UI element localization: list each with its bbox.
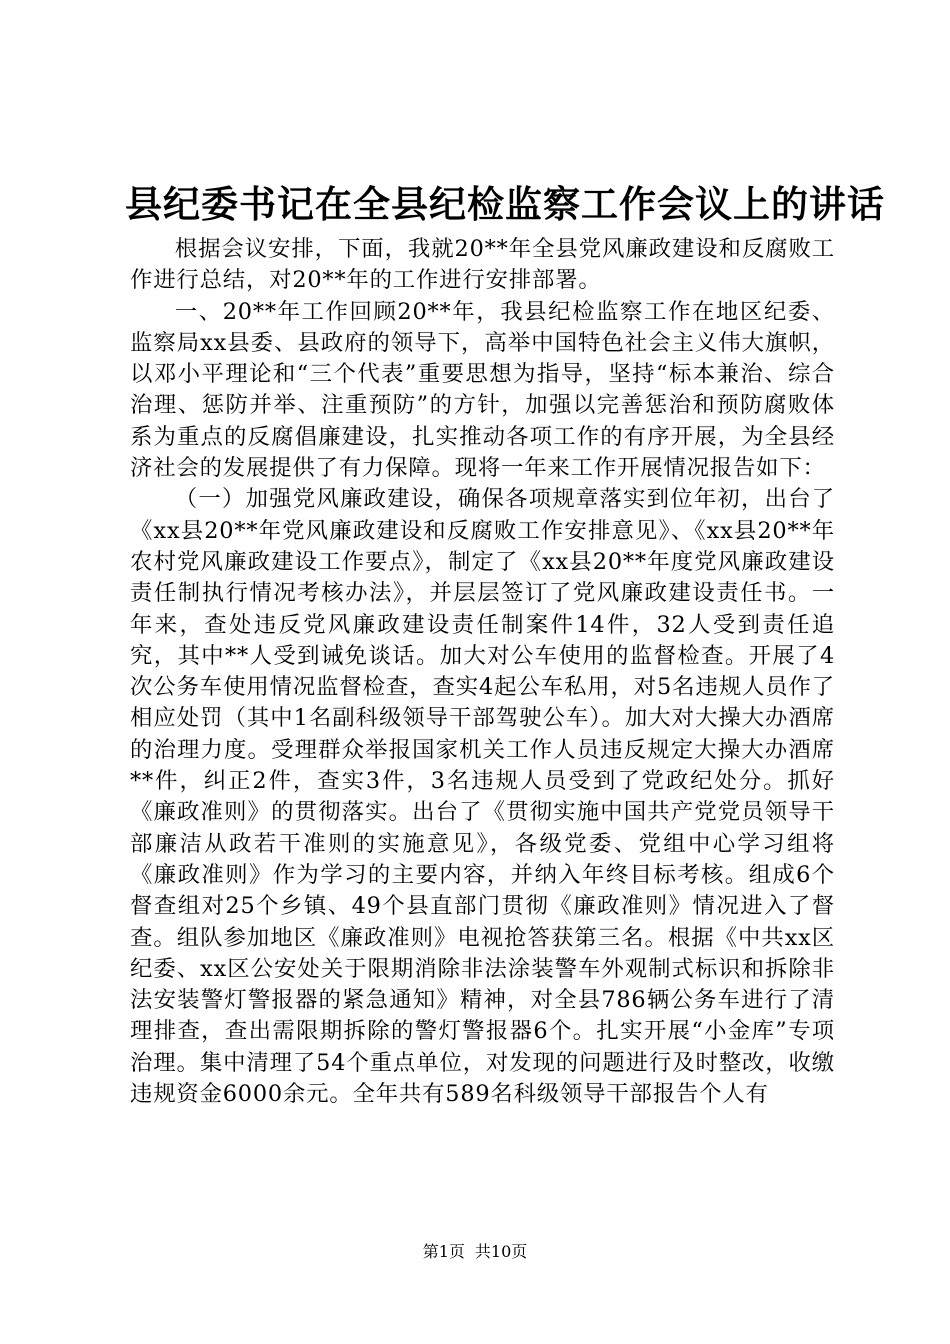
document-title: 县纪委书记在全县纪检监察工作会议上的讲话	[125, 182, 885, 226]
page-number: 第1页	[422, 1242, 465, 1261]
page-footer	[0, 1241, 950, 1263]
paragraph-section-one: （一）加强党风廉政建设，确保各项规章落实到位年初，出台了《xx县20**年党风廉政建设和反腐败工作安排意见》、《xx县20**年农村党风廉政建设工作要点》，制定了《xx县20**年度党风廉政建设责任制执行情况考核办法》，并层层签订了党风廉政建设责任书。一年来，查处违反党风廉政建设责任制案件14件，32人受到责任追究，其中**人受到诫免谈话。加大对公车使用的监督检查。开展了4次公务车使用情况监督检查，查实4起公车私用，对5名违规人员作了相应处罚（其中1名副科级领导干部驾驶公车）。加大对大操大办酒席的治理力度。受理群众举报国家机关工作人员违反规定大操大办酒席**件，纠正2件，查实3件，3名违规人员受到了党政纪处分。抓好《廉政准则》的贯彻落实。出台了《贯彻实施中国共产党党员领导干部廉洁从政若干准则的实施意见》，各级党委、党组中心学习组将《廉政准则》作为学习的主要内容，并纳入年终目标考核。组成6个督查组对25个乡镇、49个县直部门贯彻《廉政准则》情况进入了督查。组队参加地区《廉政准则》电视抢答获第三名。根据《中共xx区纪委、xx区公安处关于限期消除非法涂装警车外观制式标识和拆除非法安装警灯警报器的紧急通知》精神，对全县786辆公务车进行了清理排查，查出需限期拆除的警灯警报器6个。扎实开展“小金库”专项治理。集中清理了54个重点单位，对发现的问题进行及时整改，收缴违规资金6000余元。全年共有589名科级领导干部报告个人有	[130, 486, 835, 1108]
page-total: 共10页	[474, 1242, 528, 1261]
document-body	[130, 234, 835, 1110]
paragraph-review: 一、20**年工作回顾20**年，我县纪检监察工作在地区纪委、监察局xx县委、县政府的领导下，高举中国特色社会主义伟大旗帜，以邓小平理论和“三个代表”重要思想为指导，坚持“标本兼治、综合治理、惩防并举、注重预防”的方针，加强以完善惩治和预防腐败体系为重点的反腐倡廉建设，扎实推动各项工作的有序开展，为全县经济社会的发展提供了有力保障。现将一年来工作开展情况报告如下：	[130, 298, 835, 482]
paragraph-intro: 根据会议安排，下面，我就20**年全县党风廉政建设和反腐败工作进行总结，对20**年的工作进行安排部署。	[130, 236, 835, 294]
